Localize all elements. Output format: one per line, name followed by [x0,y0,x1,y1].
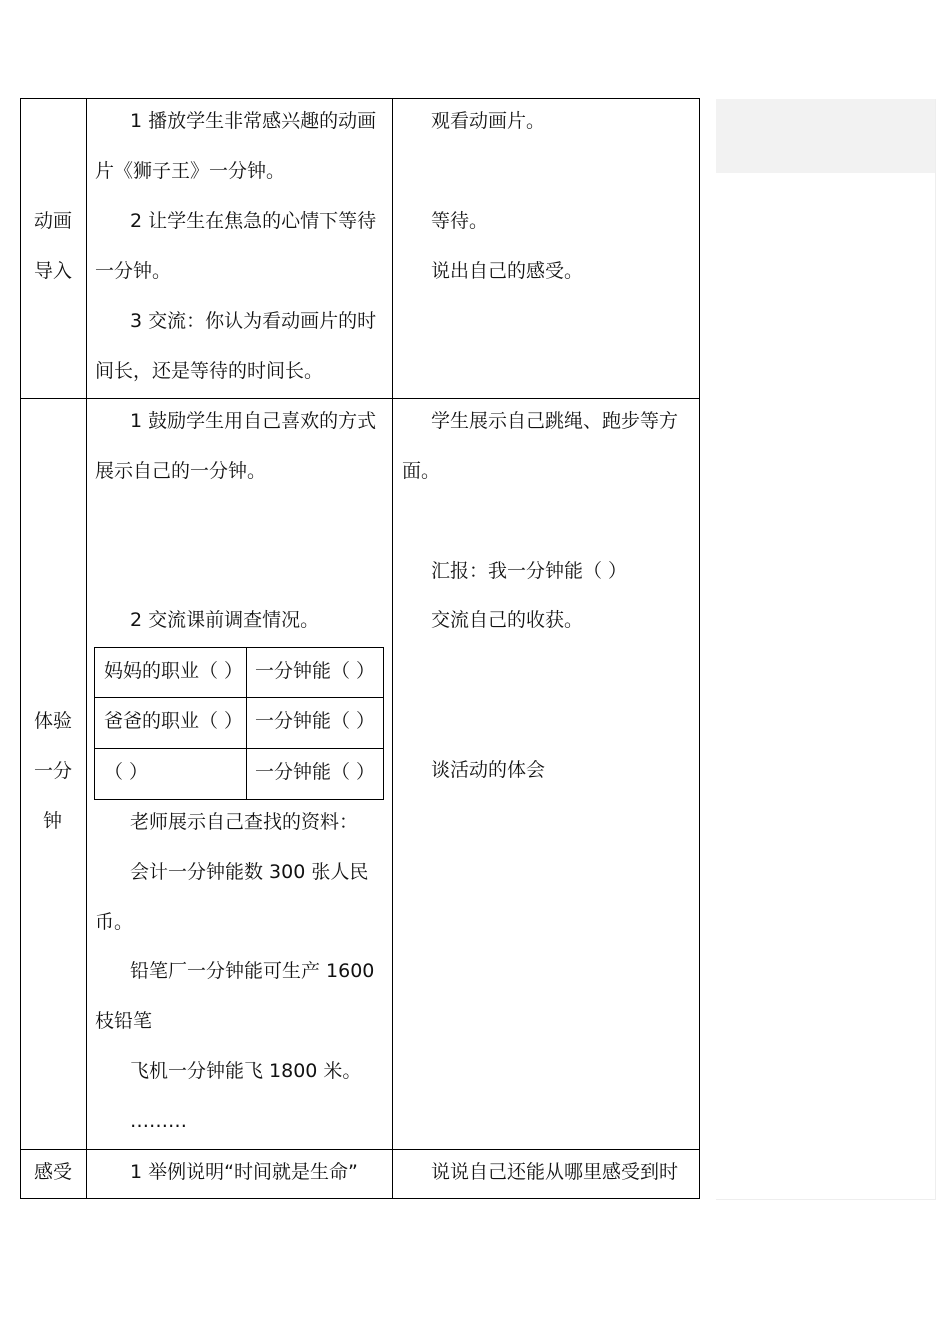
intro-student-line-2: 等待。 [431,210,489,232]
feeling-teacher-line-1: 1 举例说明“时间就是生命” [130,1161,358,1183]
row-label-experience-3: 钟 [43,810,63,832]
row-label-experience-2: 一分 [34,760,73,782]
experience-student-line-4: 交流自己的收获。 [431,609,584,631]
survey-cell-mother-job: 妈妈的职业（ ） [104,660,244,682]
feeling-student-line-1: 说说自己还能从哪里感受到时 [431,1161,679,1183]
intro-teacher-line-5: 3 交流：你认为看动画片的时 [130,310,377,332]
experience-teacher-line-7: 铅笔厂一分钟能可生产 1600 [130,960,375,982]
intro-teacher-line-6: 间长，还是等待的时间长。 [95,360,324,382]
row-label-intro-1: 动画 [34,210,73,232]
intro-teacher-line-1: 1 播放学生非常感兴趣的动画 [130,110,377,132]
experience-teacher-line-5: 会计一分钟能数 300 张人民 [130,861,369,883]
experience-student-line-3: 汇报：我一分钟能（ ） [431,560,628,582]
experience-teacher-line-8: 枝铅笔 [95,1010,153,1032]
intro-student-line-3: 说出自己的感受。 [431,260,584,282]
experience-student-line-1: 学生展示自己跳绳、跑步等方 [431,410,679,432]
intro-teacher-line-2: 片《狮子王》一分钟。 [95,160,286,182]
survey-cell-father-job: 爸爸的职业（ ） [104,710,244,732]
survey-cell-other-job: （ ） [104,761,149,783]
experience-teacher-line-1: 1 鼓励学生用自己喜欢的方式 [130,410,377,432]
survey-cell-other-minute: 一分钟能（ ） [255,761,376,783]
experience-teacher-line-10: ……… [130,1110,187,1132]
side-panel-border [716,99,936,1200]
experience-teacher-line-6: 币。 [95,911,134,933]
experience-teacher-line-3: 2 交流课前调查情况。 [130,609,320,631]
experience-teacher-line-2: 展示自己的一分钟。 [95,460,267,482]
experience-teacher-line-4: 老师展示自己查找的资料： [130,811,359,833]
experience-student-line-2: 面。 [402,460,441,482]
intro-teacher-line-4: 一分钟。 [95,260,172,282]
experience-teacher-line-9: 飞机一分钟能飞 1800 米。 [130,1060,362,1082]
survey-cell-mother-minute: 一分钟能（ ） [255,660,376,682]
intro-student-line-1: 观看动画片。 [431,110,546,132]
survey-cell-father-minute: 一分钟能（ ） [255,710,376,732]
experience-student-line-5: 谈活动的体会 [431,759,546,781]
row-label-feeling: 感受 [34,1161,73,1183]
row-label-intro-2: 导入 [34,260,73,282]
row-label-experience-1: 体验 [34,710,73,732]
intro-teacher-line-3: 2 让学生在焦急的心情下等待 [130,210,377,232]
